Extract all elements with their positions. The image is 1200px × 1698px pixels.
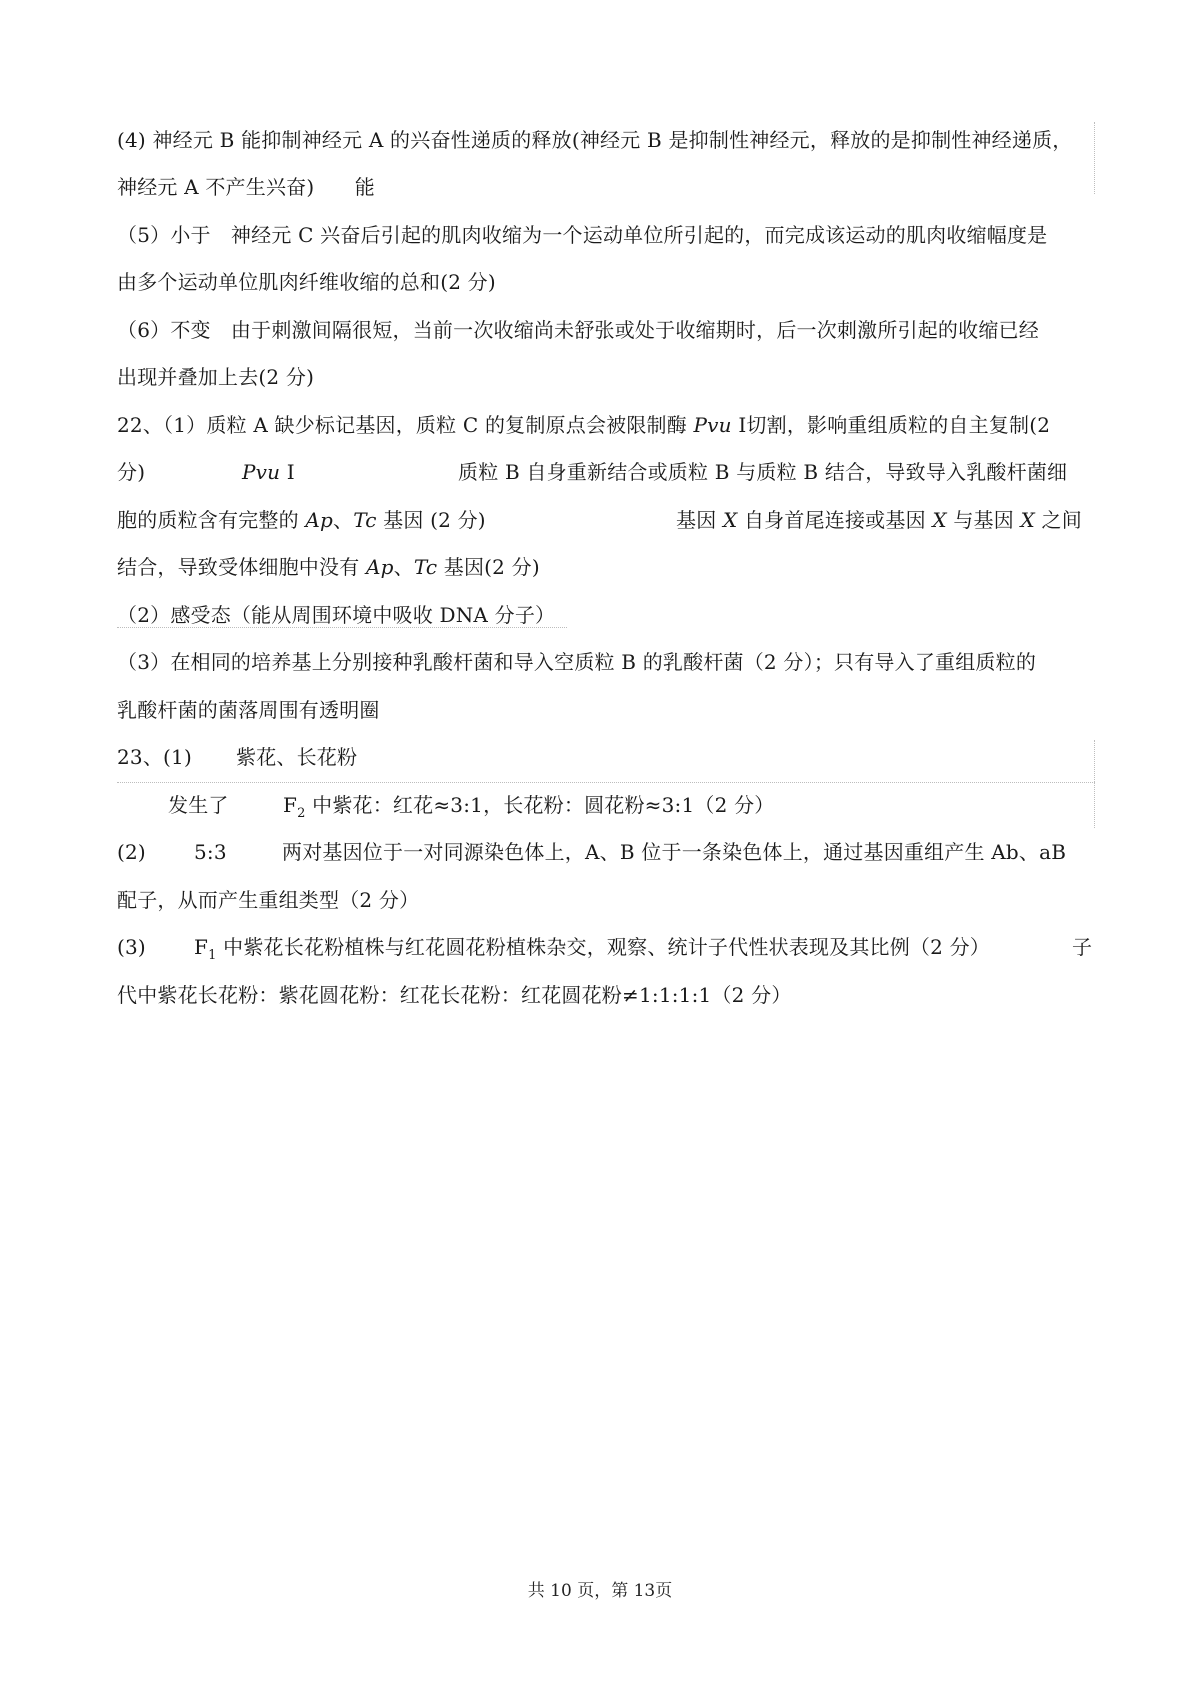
q23-part1-evidence: $F_2$ 中紫花：红花≈3:1，长花粉：圆花粉≈3:1（2 分） xyxy=(283,793,775,821)
q21-part6-line2: 出现并叠加上去(2 分) xyxy=(117,365,315,389)
q23-part3-label: (3) xyxy=(117,935,146,959)
q22-part3-line1: （3）在相同的培养基上分别接种乳酸杆菌和导入空质粒 B 的乳酸杆菌（2 分）；只有导入了重组质粒的 xyxy=(117,650,1037,674)
q21-part5-line2: 由多个运动单位肌肉纤维收缩的总和(2 分) xyxy=(117,270,496,294)
q22-line3-b: 基因 X 自身首尾连接或基因 X 与基因 X 之间 xyxy=(676,508,1082,532)
guide-line xyxy=(1094,122,1095,194)
q22-line2-a: 分) xyxy=(117,460,146,484)
q22-line1: 22、（1）质粒 A 缺少标记基因，质粒 C 的复制原点会被限制酶 Pvu Ⅰ切割，影响重组质粒的自主复制(2 xyxy=(117,413,1051,437)
guide-line xyxy=(117,782,1095,783)
q23-part2-ratio: 5:3 xyxy=(194,840,227,864)
q23-part3-tail: 子 xyxy=(1072,935,1093,959)
q22-line2-c: 质粒 B 自身重新结合或质粒 B 与质粒 B 结合，导致导入乳酸杆菌细 xyxy=(458,460,1068,484)
q22-part2: （2）感受态（能从周围环境中吸收 DNA 分子） xyxy=(117,603,556,627)
q23-part1-answer: 紫花、长花粉 xyxy=(236,745,358,769)
guide-line xyxy=(1094,740,1095,828)
q23-part2-label: (2) xyxy=(117,840,146,864)
q23-part3-line1: $F_1$ 中紫花长花粉植株与红花圆花粉植株杂交，观察、统计子代性状表现及其比例（2 分） xyxy=(194,935,991,963)
q22-part3-line2: 乳酸杆菌的菌落周围有透明圈 xyxy=(117,698,380,722)
q21-part5-line1: （5）小于 神经元 C 兴奋后引起的肌肉收缩为一个运动单位所引起的，而完成该运动的肌肉收缩幅度是 xyxy=(117,223,1048,247)
q22-line2-b: Pvu Ⅰ xyxy=(242,460,295,484)
q23-part3-line2: 代中紫花长花粉：紫花圆花粉：红花长花粉：红花圆花粉≠1:1:1:1（2 分） xyxy=(117,983,792,1007)
q21-part4-line2: 神经元 A 不产生兴奋) 能 xyxy=(117,175,375,199)
q23-part2-line2: 配子，从而产生重组类型（2 分） xyxy=(117,888,420,912)
q23-part1-label: 23、(1) xyxy=(117,745,192,769)
q22-line4: 结合，导致受体细胞中没有 Ap、Tc 基因(2 分) xyxy=(117,555,540,579)
page-footer: 共 10 页，第 13页 xyxy=(527,1581,673,1601)
q21-part6-line1: （6）不变 由于刺激间隔很短，当前一次收缩尚未舒张或处于收缩期时，后一次刺激所引起的收缩已经 xyxy=(117,318,1039,342)
q21-part4-line1: (4) 神经元 B 能抑制神经元 A 的兴奋性递质的释放(神经元 B 是抑制性神经元，释放的是抑制性神经递质， xyxy=(117,128,1073,152)
q23-part2-line1: 两对基因位于一对同源染色体上，A、B 位于一条染色体上，通过基因重组产生 Ab、aB xyxy=(282,840,1067,864)
q23-part1-occurred: 发生了 xyxy=(168,793,229,817)
q22-line3-a: 胞的质粒含有完整的 Ap、Tc 基因 (2 分) xyxy=(117,508,486,532)
